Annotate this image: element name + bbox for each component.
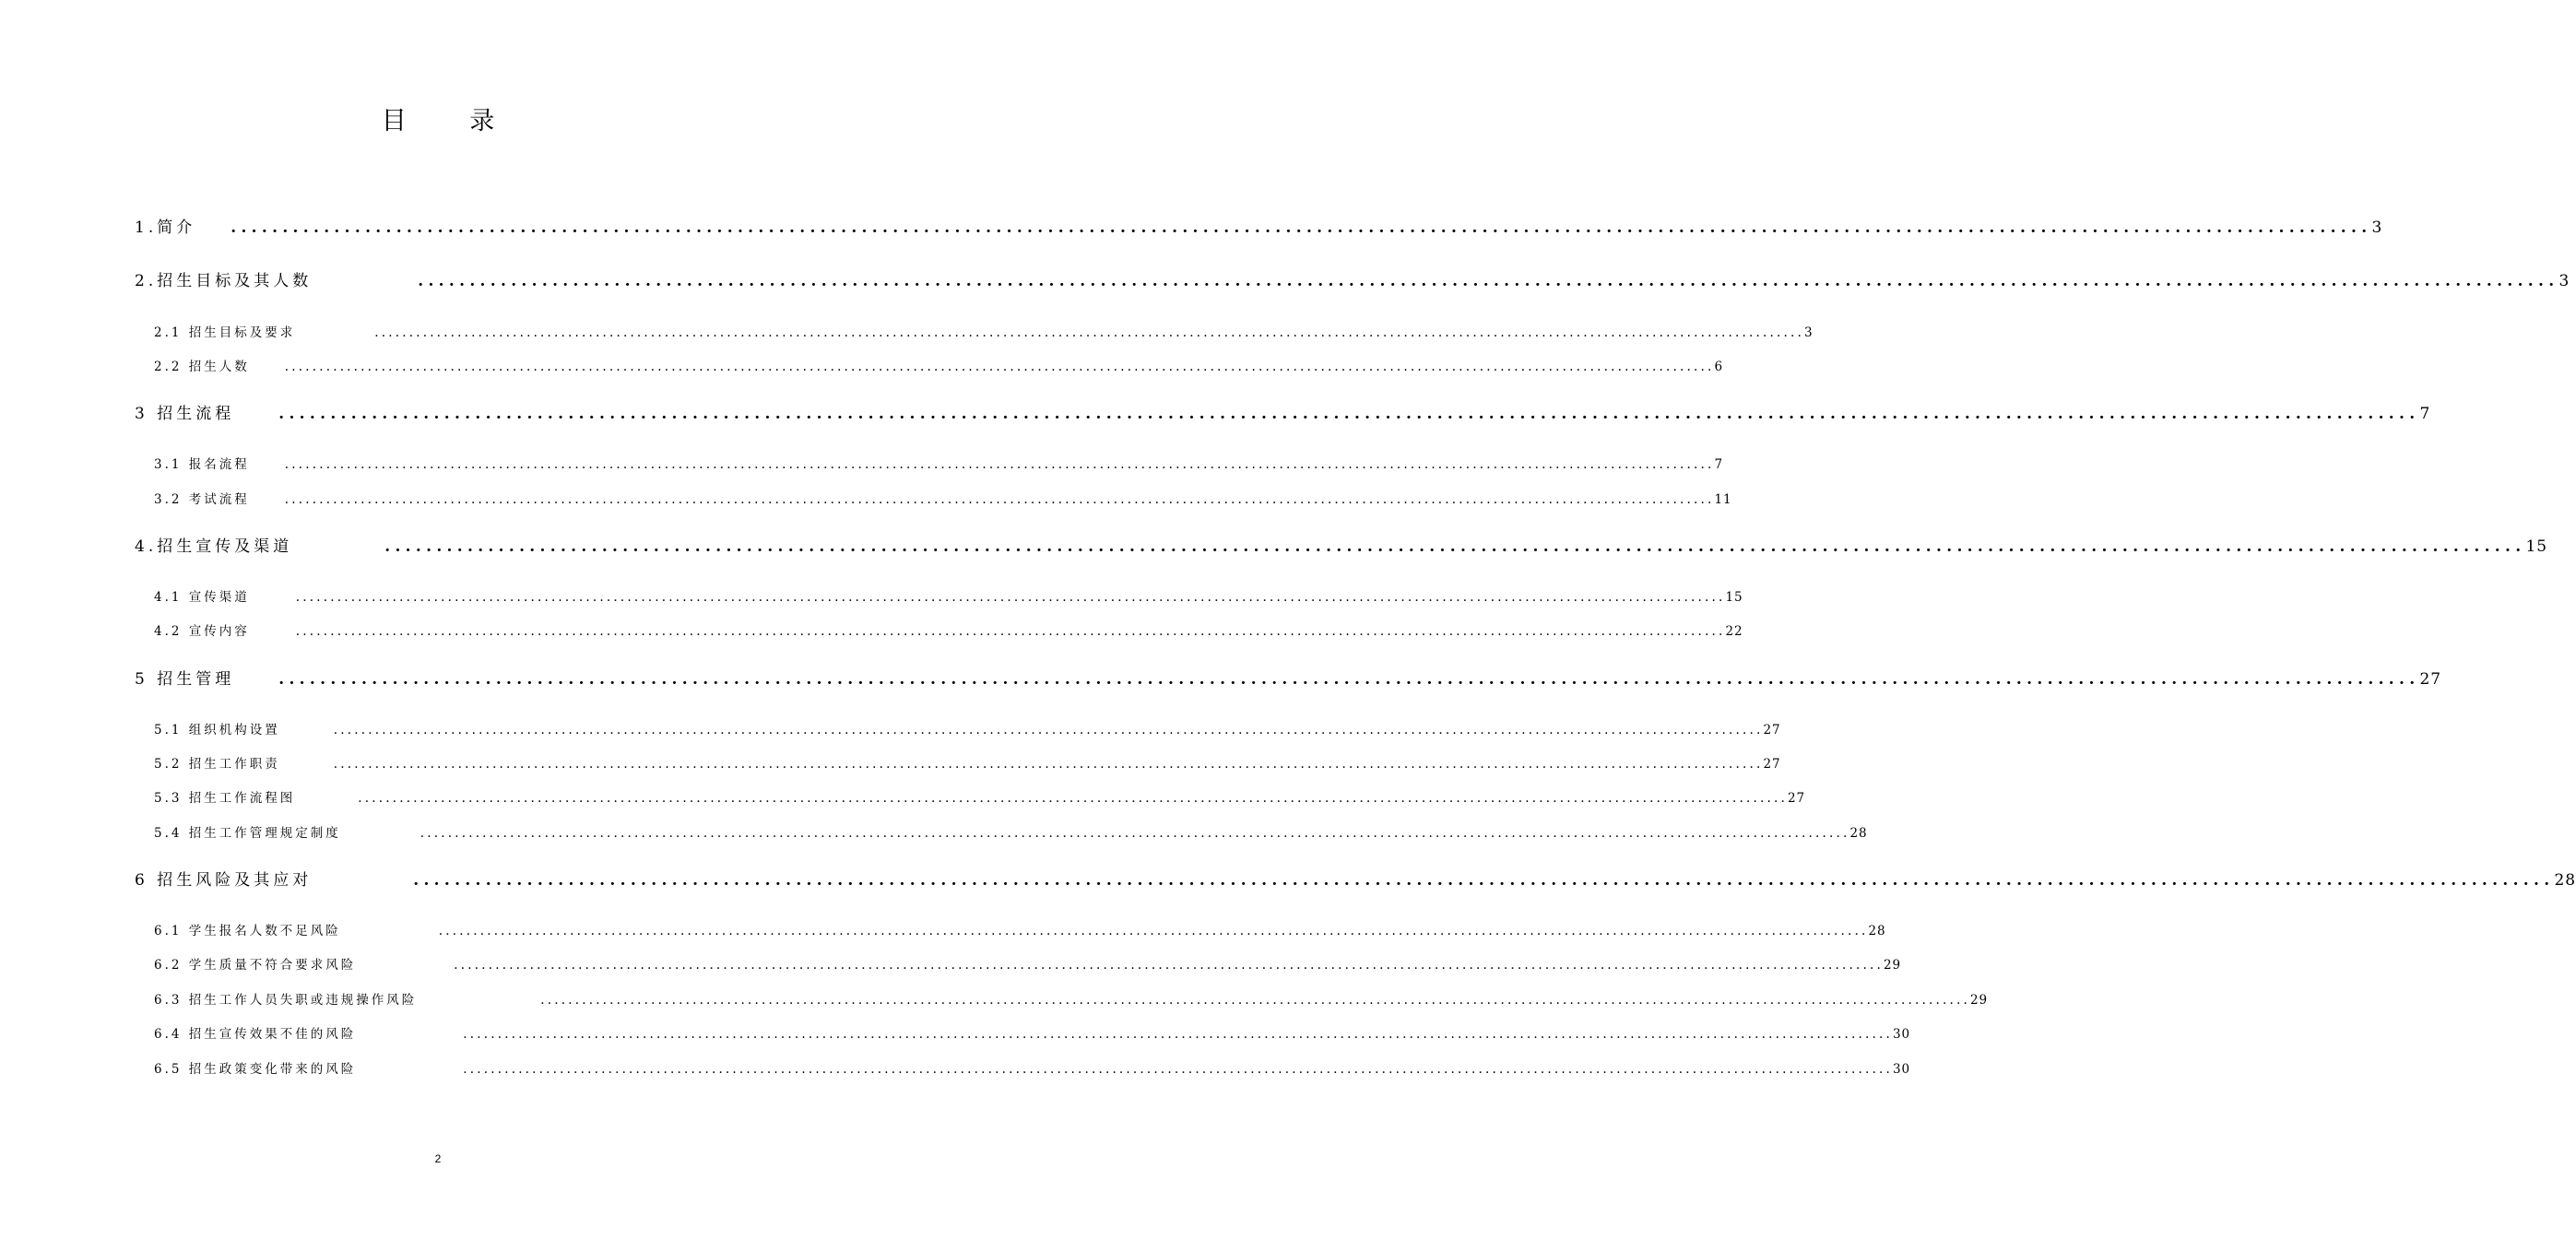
toc-entry-page: 28 bbox=[2554, 871, 2576, 890]
toc-leader-dots: ............................................................................................................................................................................................................... bbox=[230, 218, 2372, 237]
toc-entry-label: 5.2 招生工作职责 bbox=[154, 757, 280, 772]
toc-entry[interactable] bbox=[135, 666, 2442, 689]
toc-entry[interactable] bbox=[154, 322, 1814, 340]
toc-leader-dots: ............................................................................................................................................................................................................... bbox=[278, 405, 2420, 423]
toc-entry[interactable] bbox=[135, 533, 2548, 556]
toc-entry-page: 29 bbox=[1969, 993, 1989, 1008]
toc-entry-page: 28 bbox=[1868, 924, 1886, 938]
toc-entry[interactable] bbox=[135, 400, 2431, 423]
toc-leader-dots: ............................................................................................................................................................................................................... bbox=[295, 590, 1726, 605]
toc-entry-page: 27 bbox=[1763, 723, 1781, 738]
toc-entry-page: 27 bbox=[2419, 670, 2442, 689]
toc-entry[interactable] bbox=[154, 1058, 1911, 1077]
toc-leader-dots: ............................................................................................................................................................................................................... bbox=[540, 993, 1970, 1008]
toc-leader-dots: ............................................................................................................................................................................................................... bbox=[413, 871, 2555, 890]
toc-entry-label: 5 招生管理 bbox=[135, 670, 235, 689]
toc-entry-label: 1.简介 bbox=[135, 218, 196, 237]
toc-leader-dots: ............................................................................................................................................................................................................... bbox=[284, 360, 1715, 374]
toc-entry-page: 3 bbox=[2371, 218, 2383, 237]
toc-entry-page: 11 bbox=[1714, 492, 1732, 507]
toc-leader-dots: ............................................................................................................................................................................................................... bbox=[384, 537, 2526, 556]
toc-entry-label: 2.1 招生目标及要求 bbox=[154, 325, 296, 340]
toc-leader-dots: ............................................................................................................................................................................................................... bbox=[454, 958, 1884, 973]
toc-entry-page: 7 bbox=[1714, 457, 1724, 472]
toc-entry-label: 6 招生风险及其应对 bbox=[135, 871, 313, 890]
toc-entry-page: 15 bbox=[1725, 590, 1743, 605]
toc-leader-dots: ............................................................................................................................................................................................................... bbox=[374, 325, 1804, 340]
toc-entry-page: 3 bbox=[2558, 272, 2570, 290]
toc-entry[interactable] bbox=[135, 867, 2576, 890]
toc-entry-page: 15 bbox=[2525, 537, 2548, 556]
toc-entry-label: 6.5 招生政策变化带来的风险 bbox=[154, 1062, 357, 1077]
toc-leader-dots: ............................................................................................................................................................................................................... bbox=[463, 1062, 1893, 1077]
toc-entry-label: 4.招生宣传及渠道 bbox=[135, 537, 293, 556]
toc-entry-page: 22 bbox=[1725, 624, 1743, 639]
toc-leader-dots: ............................................................................................................................................................................................................... bbox=[284, 492, 1715, 507]
toc-entry-label: 6.1 学生报名人数不足风险 bbox=[154, 924, 341, 938]
toc-entry[interactable] bbox=[154, 719, 1781, 738]
toc-leader-dots: ............................................................................................................................................................................................................... bbox=[419, 826, 1850, 841]
toc-entry[interactable] bbox=[154, 954, 1902, 973]
toc-entry[interactable] bbox=[154, 989, 1989, 1008]
toc-entry-label: 4.2 宣传内容 bbox=[154, 624, 250, 639]
toc-entry-page: 6 bbox=[1714, 360, 1724, 374]
toc-entry-page: 28 bbox=[1849, 826, 1868, 841]
toc-entry[interactable] bbox=[154, 822, 1868, 841]
toc-entry[interactable] bbox=[154, 1023, 1911, 1042]
toc-entry-label: 4.1 宣传渠道 bbox=[154, 590, 250, 605]
toc-entry[interactable] bbox=[154, 620, 1743, 639]
toc-entry-label: 2.招生目标及其人数 bbox=[135, 272, 313, 290]
toc-entry[interactable] bbox=[154, 753, 1781, 772]
toc-leader-dots: ............................................................................................................................................................................................................... bbox=[295, 624, 1726, 639]
toc-entry-page: 30 bbox=[1892, 1062, 1911, 1077]
toc-entry-label: 5.1 组织机构设置 bbox=[154, 723, 280, 738]
toc-entry-page: 7 bbox=[2419, 405, 2431, 423]
toc-entry-label: 5.4 招生工作管理规定制度 bbox=[154, 826, 341, 841]
toc-entry[interactable] bbox=[154, 454, 1724, 472]
toc-leader-dots: ............................................................................................................................................................................................................... bbox=[463, 1027, 1893, 1042]
toc-entry[interactable] bbox=[154, 356, 1724, 374]
toc-entry-page: 29 bbox=[1883, 958, 1902, 973]
toc-entry-page: 3 bbox=[1803, 325, 1814, 340]
toc-entry-page: 27 bbox=[1787, 791, 1806, 806]
toc-entry-label: 5.3 招生工作流程图 bbox=[154, 791, 296, 806]
toc-entry[interactable] bbox=[154, 787, 1806, 806]
page-number: 2 bbox=[434, 1152, 442, 1165]
toc-entry-label: 3.2 考试流程 bbox=[154, 492, 250, 507]
toc-entry-label: 6.3 招生工作人员失职或违规操作风险 bbox=[154, 993, 418, 1008]
toc-entry-label: 6.4 招生宣传效果不佳的风险 bbox=[154, 1027, 357, 1042]
toc-leader-dots: ............................................................................................................................................................................................................... bbox=[278, 670, 2420, 689]
toc-entry[interactable] bbox=[154, 920, 1886, 938]
toc-leader-dots: ............................................................................................................................................................................................................... bbox=[438, 924, 1869, 938]
toc-leader-dots: ............................................................................................................................................................................................................... bbox=[333, 757, 1764, 772]
toc-entry-label: 3.1 报名流程 bbox=[154, 457, 250, 472]
page-title: 目 录 bbox=[381, 107, 523, 136]
toc-entry[interactable] bbox=[154, 489, 1732, 507]
toc-entry-label: 6.2 学生质量不符合要求风险 bbox=[154, 958, 357, 973]
toc-entry[interactable] bbox=[135, 267, 2570, 290]
toc-leader-dots: ............................................................................................................................................................................................................... bbox=[358, 791, 1788, 806]
toc-entry-label: 2.2 招生人数 bbox=[154, 360, 250, 374]
toc-entry[interactable] bbox=[154, 586, 1743, 605]
toc-entry-page: 30 bbox=[1892, 1027, 1911, 1042]
toc-entry-page: 27 bbox=[1763, 757, 1781, 772]
toc-leader-dots: ............................................................................................................................................................................................................... bbox=[284, 457, 1715, 472]
toc-leader-dots: ............................................................................................................................................................................................................... bbox=[333, 723, 1764, 738]
toc-entry-label: 3 招生流程 bbox=[135, 405, 235, 423]
toc-leader-dots: ............................................................................................................................................................................................................... bbox=[418, 272, 2559, 290]
toc-entry[interactable] bbox=[135, 214, 2383, 237]
